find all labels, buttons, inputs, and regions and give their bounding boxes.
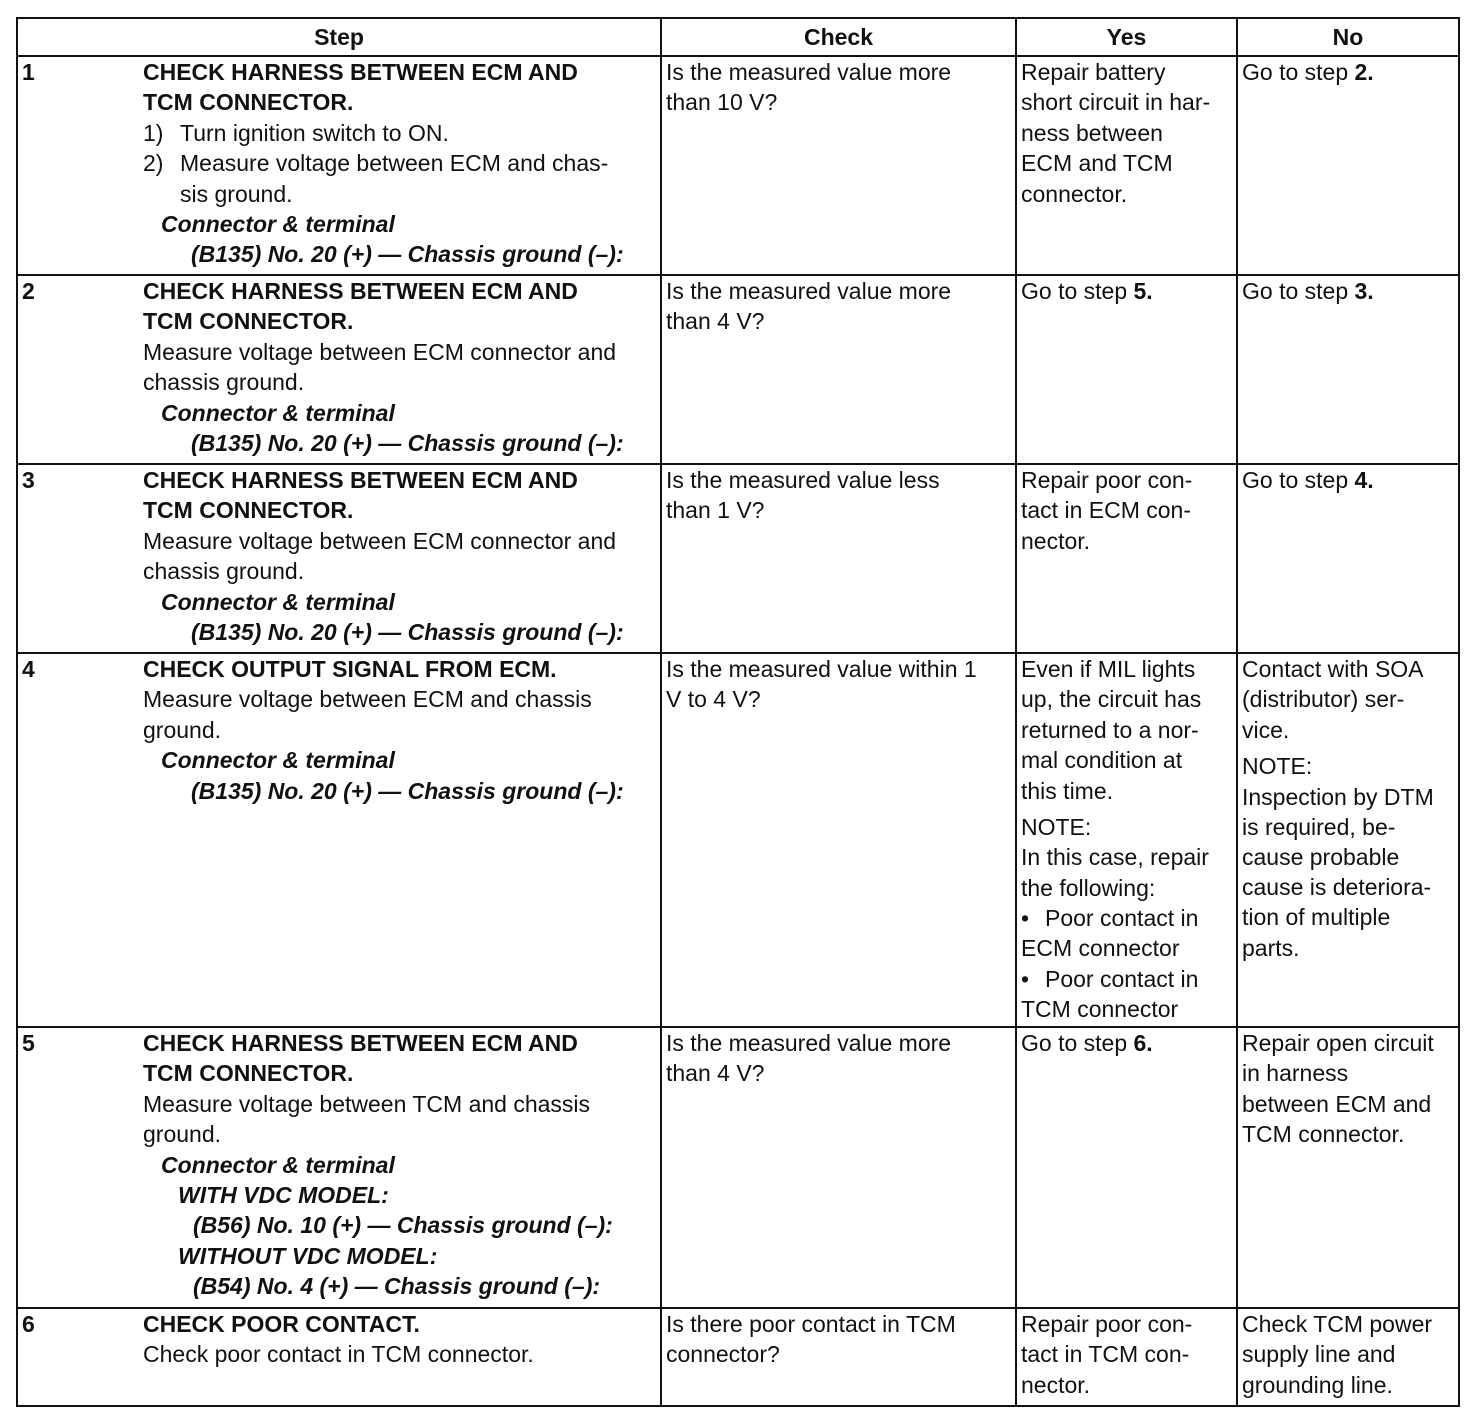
note-label: NOTE: (1021, 814, 1092, 841)
terminal-spec: (B135) No. 20 (+) — Chassis ground (–): (191, 777, 624, 804)
header-step: Step (17, 18, 661, 56)
step-number: 3 (17, 464, 139, 653)
check-cell: Is there poor contact in TCM connector? (661, 1308, 1016, 1406)
terminal-spec: (B54) No. 4 (+) — Chassis ground (–): (193, 1273, 601, 1300)
check-cell: Is the measured value more than 10 V? (661, 56, 1016, 275)
step-cell (139, 56, 661, 275)
step-link: 3. (1354, 278, 1374, 304)
step-title: CHECK HARNESS BETWEEN ECM AND (143, 59, 578, 85)
step-link: 4. (1354, 467, 1374, 493)
step-cell: CHECK HARNESS BETWEEN ECM AND TCM CONNECTOR. Measure voltage between ECM connector and chassis ground. Connector & terminal (B135) No. 20 (+) — Chassis ground (–): (139, 275, 661, 464)
table-row (17, 1308, 1459, 1406)
yes-cell: Repair poor con- tact in TCM con- nector. (1016, 1308, 1237, 1406)
check-cell: Is the measured value within 1 V to 4 V? (661, 653, 1016, 1027)
table-row (17, 464, 1459, 653)
check-cell: Is the measured value less than 1 V? (661, 464, 1016, 653)
connector-label: Connector & terminal (161, 211, 395, 238)
header-yes: Yes (1016, 18, 1237, 56)
sub-step: 1) Turn ignition switch to ON. (143, 119, 449, 146)
step-number: 2 (17, 275, 139, 464)
bullet-item: • Poor contact in (1021, 964, 1232, 994)
yes-cell: Go to step 5. (1016, 275, 1237, 464)
header-row (17, 18, 1459, 56)
step-cell: CHECK OUTPUT SIGNAL FROM ECM. Measure voltage between ECM and chassis ground. Connector & terminal (B135) No. 20 (+) — Chassis ground (–): (139, 653, 661, 1027)
step-cell: CHECK POOR CONTACT. Check poor contact in TCM connector. (139, 1308, 661, 1406)
table-row (17, 275, 1459, 464)
table-row (17, 56, 1459, 275)
no-cell: Repair open circuit in harness between ECM and TCM connector. (1237, 1027, 1459, 1308)
yes-cell: Even if MIL lights up, the circuit has returned to a nor- mal condition at this time. NOTE: In this case, repair the following: • Poor contact in ECM connector • Poor contact in TCM connector (1016, 653, 1237, 1027)
step-title: CHECK HARNESS BETWEEN ECM AND (143, 467, 578, 493)
step-title: CHECK POOR CONTACT. (143, 1311, 420, 1337)
terminal-spec: (B135) No. 20 (+) — Chassis ground (–): (191, 619, 624, 646)
connector-label: Connector & terminal (161, 1151, 395, 1178)
step-title: CHECK HARNESS BETWEEN ECM AND (143, 1030, 578, 1056)
step-link: 5. (1133, 278, 1153, 304)
yes-cell: Repair poor con- tact in ECM con- nector. (1016, 464, 1237, 653)
step-title: CHECK HARNESS BETWEEN ECM AND (143, 278, 578, 304)
step-cell: CHECK HARNESS BETWEEN ECM AND TCM CONNECTOR. Measure voltage between ECM connector and chassis ground. Connector & terminal (B135) No. 20 (+) — Chassis ground (–): (139, 464, 661, 653)
model-label: WITH VDC MODEL: (178, 1182, 389, 1209)
diagnostic-table (16, 17, 1460, 1407)
terminal-spec: (B135) No. 20 (+) — Chassis ground (–): (191, 430, 624, 457)
header-check: Check (661, 18, 1016, 56)
step-link: 2. (1354, 59, 1374, 85)
no-cell: Contact with SOA (distributor) ser- vice. NOTE: Inspection by DTM is required, be- cause probable cause is deteriora- tion of multiple parts. (1237, 653, 1459, 1027)
no-cell: Go to step 2. (1237, 56, 1459, 275)
step-cell: CHECK HARNESS BETWEEN ECM AND TCM CONNECTOR. Measure voltage between TCM and chassis ground. Connector & terminal WITH VDC MODEL: (B56) No. 10 (+) — Chassis ground (–): WITHOUT VDC MODEL: (B54) No. 4 (+) — Chassis ground (–): (139, 1027, 661, 1308)
check-cell: Is the measured value more than 4 V? (661, 1027, 1016, 1308)
step-number: 5 (17, 1027, 139, 1308)
bullet-icon: • (1021, 904, 1030, 931)
sub-step: 2) Measure voltage between ECM and chas- sis ground. (143, 150, 609, 207)
no-cell: Check TCM power supply line and grounding line. (1237, 1308, 1459, 1406)
connector-label: Connector & terminal (161, 399, 395, 426)
note-label: NOTE: (1242, 753, 1313, 780)
no-cell: Go to step 3. (1237, 275, 1459, 464)
no-cell: Go to step 4. (1237, 464, 1459, 653)
step-number: 1 (17, 56, 139, 275)
bullet-item: • Poor contact in (1021, 903, 1232, 933)
step-title: TCM CONNECTOR. (143, 1060, 354, 1087)
bullet-icon: • (1021, 965, 1030, 992)
step-title: TCM CONNECTOR. (143, 497, 354, 524)
model-label: WITHOUT VDC MODEL: (178, 1242, 438, 1269)
step-title: TCM CONNECTOR. (143, 89, 354, 116)
step-link: 6. (1133, 1030, 1153, 1056)
terminal-spec: (B135) No. 20 (+) — Chassis ground (–): (191, 241, 624, 268)
check-cell: Is the measured value more than 4 V? (661, 275, 1016, 464)
table-row (17, 653, 1459, 1027)
header-no: No (1237, 18, 1459, 56)
step-number: 6 (17, 1308, 139, 1406)
connector-label: Connector & terminal (161, 588, 395, 615)
yes-cell: Go to step 6. (1016, 1027, 1237, 1308)
step-number: 4 (17, 653, 139, 1027)
table-row (17, 1027, 1459, 1308)
terminal-spec: (B56) No. 10 (+) — Chassis ground (–): (193, 1212, 613, 1239)
step-title: TCM CONNECTOR. (143, 308, 354, 335)
step-title: CHECK OUTPUT SIGNAL FROM ECM. (143, 656, 557, 682)
yes-cell: Repair battery short circuit in har- ness between ECM and TCM connector. (1016, 56, 1237, 275)
connector-label: Connector & terminal (161, 747, 395, 774)
